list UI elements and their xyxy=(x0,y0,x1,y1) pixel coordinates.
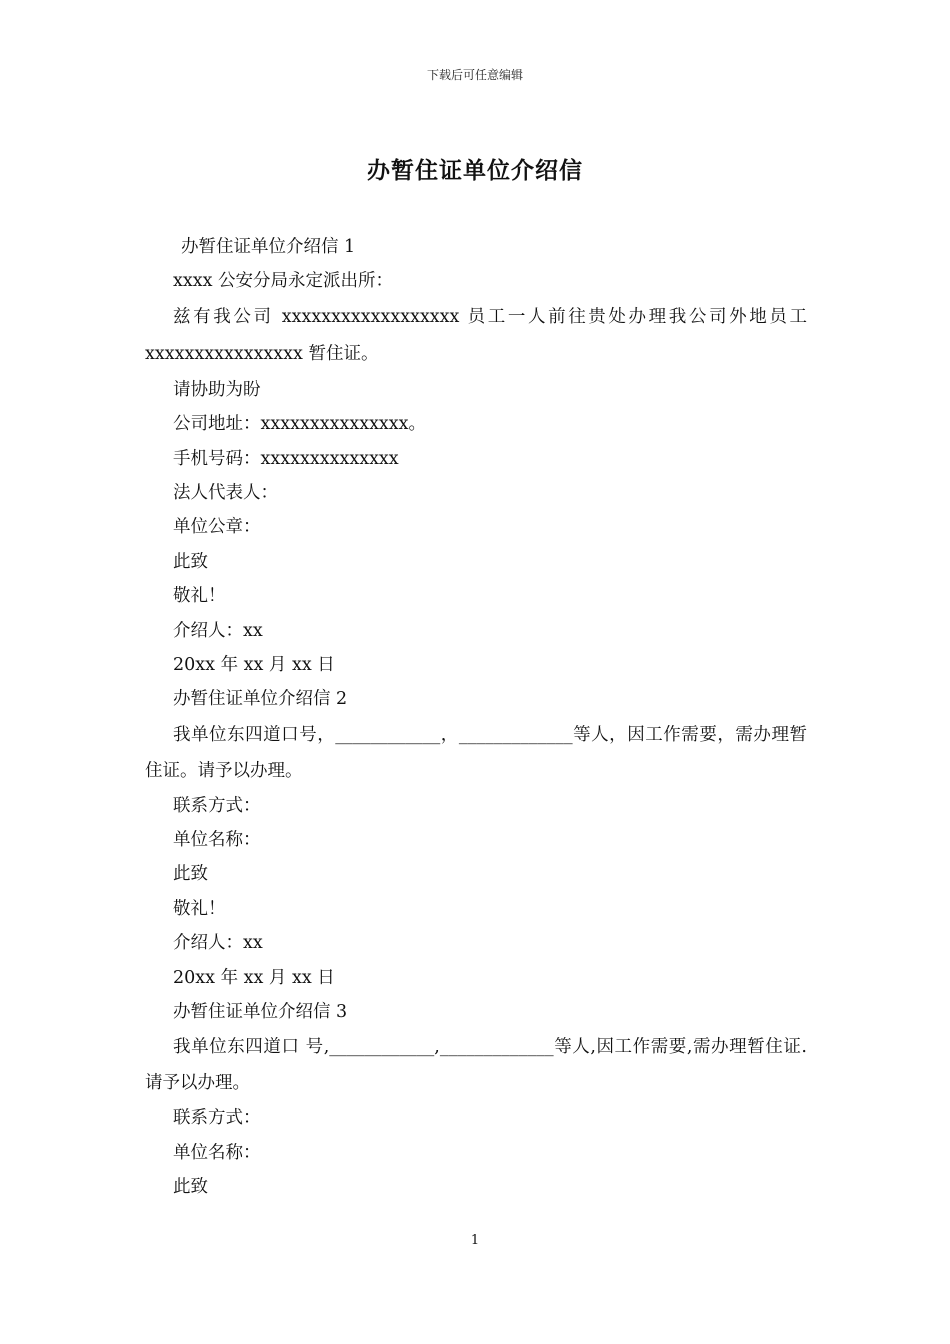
introducer-line: 介绍人：xx xyxy=(173,933,263,954)
seal-line: 单位公章： xyxy=(173,517,261,538)
section-heading-1: 办暂住证单位介绍信 1 xyxy=(181,237,356,257)
introducer-line: 介绍人：xx xyxy=(173,620,263,641)
section-heading-2: 办暂住证单位介绍信 2 xyxy=(173,689,348,710)
section-heading-3: 办暂住证单位介绍信 3 xyxy=(173,1002,348,1023)
salutation-line: 敬礼！ xyxy=(173,898,226,919)
date-line: 20xx 年 xx 月 xx 日 xyxy=(173,654,335,675)
body-paragraph: 我单位东四道口号，____________，_____________等人，因工作需要，需办理暂住证。请予以办理。 xyxy=(145,724,807,781)
closing-line: 此致 xyxy=(173,551,208,572)
body-paragraph: 兹有我公司 xxxxxxxxxxxxxxxxxx 员工一人前往贵处办理我公司外地员工 xxxxxxxxxxxxxxxx 暂住证。 xyxy=(145,306,807,364)
company-address-line: 公司地址：xxxxxxxxxxxxxxx。 xyxy=(173,414,427,435)
contact-line: 联系方式： xyxy=(173,1108,261,1129)
letter-body xyxy=(145,230,807,1205)
date-line: 20xx 年 xx 月 xx 日 xyxy=(173,967,335,988)
page-number: 1 xyxy=(470,1233,480,1248)
unit-name-line: 单位名称： xyxy=(173,830,261,851)
request-line: 请协助为盼 xyxy=(173,379,261,400)
legal-rep-line: 法人代表人： xyxy=(173,482,278,503)
closing-line: 此致 xyxy=(173,864,208,885)
salutation-line: 敬礼！ xyxy=(173,586,226,607)
recipient-line: xxxx 公安分局永定派出所： xyxy=(173,271,394,292)
document-title: 办暂住证单位介绍信 xyxy=(367,157,583,184)
page-header: 下载后可任意编辑 xyxy=(426,68,523,82)
closing-line: 此致 xyxy=(173,1177,208,1198)
phone-line: 手机号码：xxxxxxxxxxxxxx xyxy=(173,448,399,469)
body-paragraph: 我单位东四道口 号,____________,_____________等人,因工作需要,需办理暂住证.请予以办理。 xyxy=(145,1037,807,1094)
unit-name-line: 单位名称： xyxy=(173,1142,261,1163)
contact-line: 联系方式： xyxy=(173,795,261,816)
